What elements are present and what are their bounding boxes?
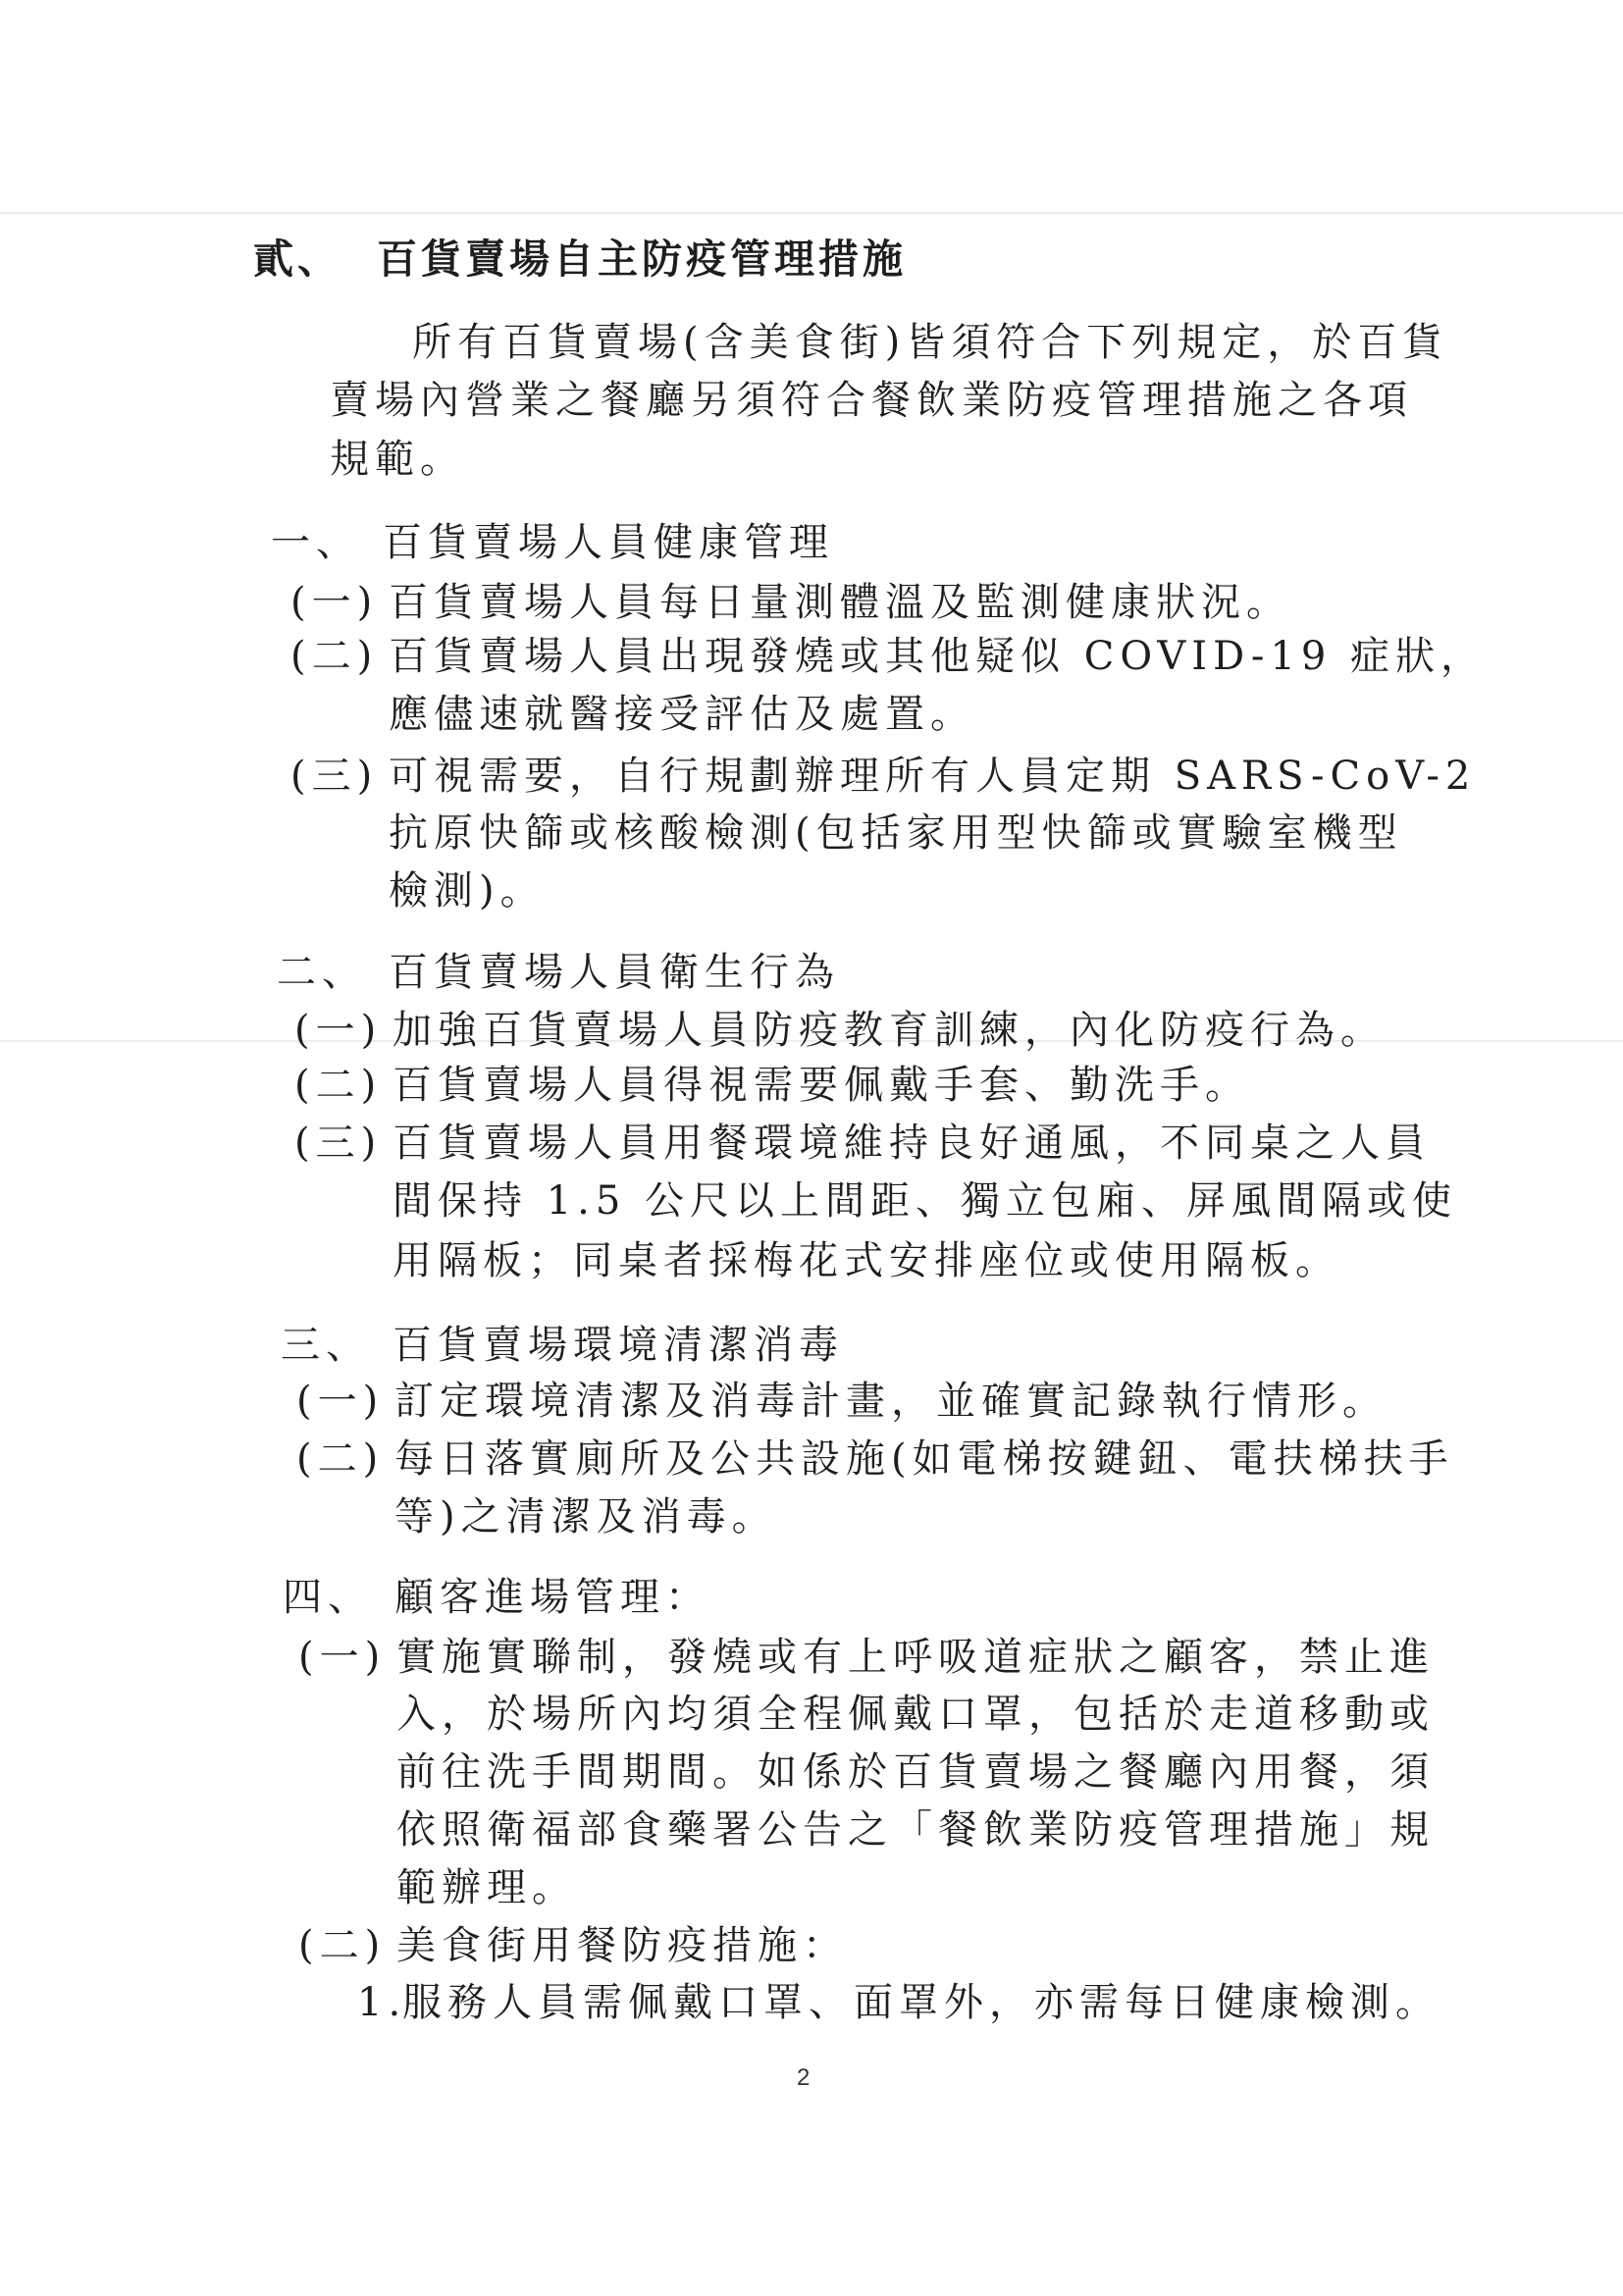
part-3-item-1-label: (一) [296, 1379, 385, 1424]
intro-line-2: 賣場內營業之餐廳另須符合餐飲業防疫管理措施之各項 [330, 378, 1413, 423]
part-2-item-3-line-2: 間保持 1.5 公尺以上間距、獨立包廂、屏風間隔或使 [393, 1178, 1458, 1224]
part-2-item-3-line-1: 百貨賣場人員用餐環境維持良好通風，不同桌之人員 [393, 1121, 1431, 1166]
part-2-item-3-line-3: 用隔板；同桌者採梅花式安排座位或使用隔板。 [393, 1238, 1340, 1283]
part-4-item-1-line-1: 實施實聯制，發燒或有上呼吸道症狀之顧客，禁止進 [396, 1635, 1435, 1680]
part-1-item-3-label: (三) [290, 754, 379, 799]
part-1-item-1-label: (一) [290, 580, 379, 625]
part-4-number: 四、 [283, 1575, 373, 1620]
part-1-item-3-line-2: 抗原快篩或核酸檢測(包括家用型快篩或實驗室機型 [389, 810, 1403, 856]
part-4-subitem-1-label: 1. [357, 1980, 407, 2025]
part-2-item-1-line-1: 加強百貨賣場人員防疫教育訓練，內化防疫行為。 [393, 1008, 1386, 1053]
part-4-title: 顧客進場管理： [394, 1575, 710, 1620]
part-4-item-1-line-2: 入，於場所內均須全程佩戴口罩，包括於走道移動或 [396, 1692, 1435, 1737]
intro-line-1: 所有百貨賣場(含美食街)皆須符合下列規定，於百貨 [412, 320, 1448, 365]
part-1-title: 百貨賣場人員健康管理 [383, 520, 834, 565]
part-1-item-3-line-3: 檢測)。 [389, 868, 546, 913]
part-1-item-2-label: (二) [290, 634, 379, 679]
part-2-item-2-label: (二) [294, 1063, 383, 1108]
part-4-item-1-line-5: 範辦理。 [396, 1865, 577, 1910]
part-4-item-1-line-4: 依照衛福部食藥署公告之「餐飲業防疫管理措施」規 [396, 1807, 1435, 1852]
part-2-title: 百貨賣場人員衛生行為 [389, 950, 840, 995]
part-1-item-2-line-1: 百貨賣場人員出現發燒或其他疑似 COVID-19 症狀， [389, 634, 1487, 679]
section-number: 貳、 [253, 235, 341, 283]
part-4-item-2-line-1: 美食街用餐防疫措施： [396, 1923, 848, 1968]
part-4-item-1-label: (一) [298, 1635, 387, 1680]
part-1-item-3-line-1: 可視需要，自行規劃辦理所有人員定期 SARS-CoV-2 [389, 754, 1477, 799]
part-3-item-1-line-1: 訂定環境清潔及消毒計畫，並確實記錄執行情形。 [394, 1379, 1387, 1424]
part-2-item-3-label: (三) [294, 1121, 383, 1166]
part-1-item-1-line-1: 百貨賣場人員每日量測體溫及監測健康狀況。 [389, 580, 1291, 625]
intro-line-3: 規範。 [330, 437, 465, 482]
scan-line-top [0, 212, 1623, 214]
part-3-item-2-line-1: 每日落實廁所及公共設施(如電梯按鍵鈕、電扶梯扶手 [394, 1436, 1454, 1482]
part-2-item-1-label: (一) [294, 1008, 383, 1053]
part-1-number: 一、 [271, 520, 361, 565]
part-4-item-2-label: (二) [298, 1923, 387, 1968]
part-3-item-2-label: (二) [296, 1436, 385, 1482]
part-3-item-2-line-2: 等)之清潔及消毒。 [394, 1494, 777, 1539]
part-2-number: 二、 [277, 950, 367, 995]
page-number: 2 [797, 2064, 811, 2091]
section-title: 百貨賣場自主防疫管理措施 [377, 235, 907, 283]
part-2-item-2-line-1: 百貨賣場人員得視需要佩戴手套、勤洗手。 [393, 1063, 1250, 1108]
part-4-item-1-line-3: 前往洗手間期間。如係於百貨賣場之餐廳內用餐，須 [396, 1749, 1435, 1795]
part-3-title: 百貨賣場環境清潔消毒 [393, 1323, 844, 1368]
part-3-number: 三、 [281, 1323, 371, 1368]
part-4-subitem-1-text: 服務人員需佩戴口罩、面罩外，亦需每日健康檢測。 [402, 1980, 1440, 2025]
part-1-item-2-line-2: 應儘速就醫接受評估及處置。 [389, 692, 975, 737]
